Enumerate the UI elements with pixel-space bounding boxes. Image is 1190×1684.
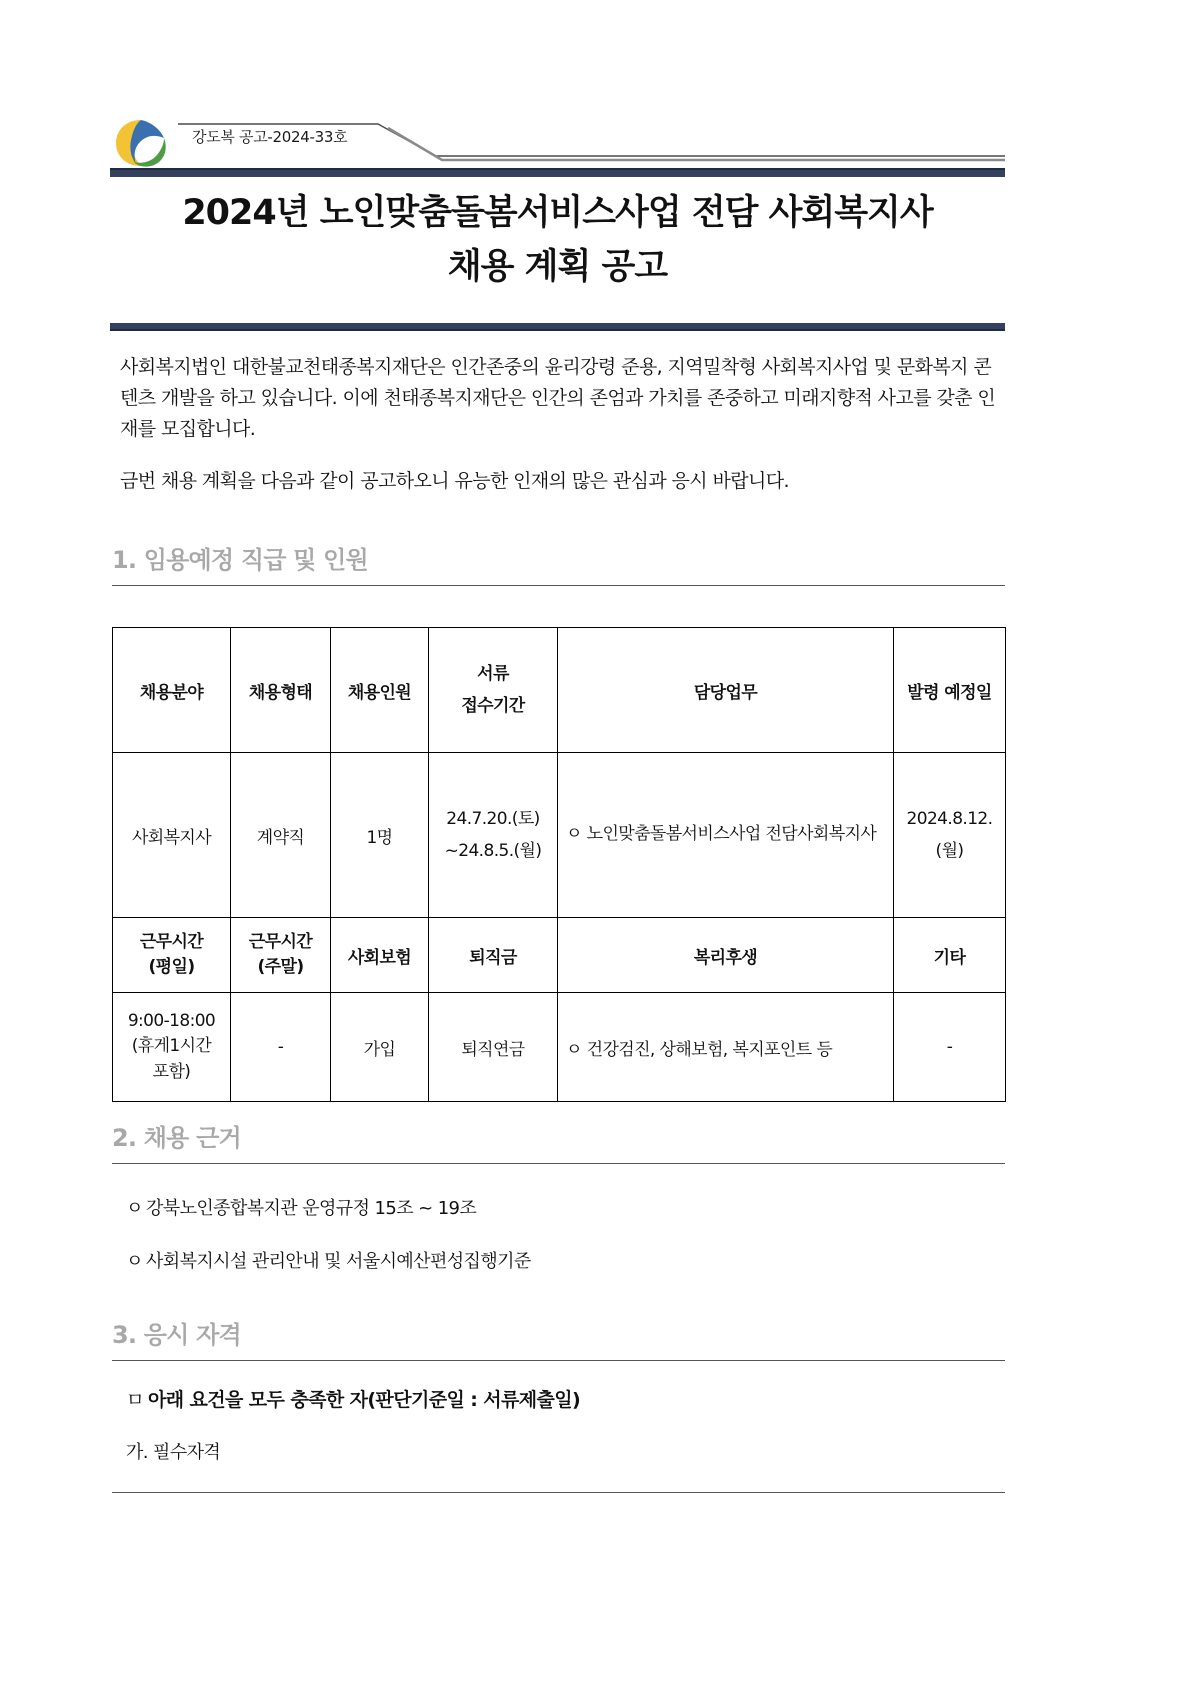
th-period-line2: 접수기간 (461, 696, 525, 716)
td-period-line1: 24.7.20.(토) (446, 808, 540, 829)
requirement-title (126, 1385, 996, 1412)
td-type: 계약직 (231, 753, 331, 918)
section-heading-2 (112, 1118, 1005, 1164)
list-item (126, 1248, 996, 1275)
section-divider (112, 585, 1005, 586)
recruitment-table-wrapper (112, 627, 1005, 1102)
th-period-line1: 서류 (477, 663, 509, 684)
organization-logo-icon (110, 118, 172, 168)
td-work-weekend: - (231, 993, 331, 1102)
th-insurance: 사회보험 (331, 918, 429, 993)
title-line-2: 채용 계획 공고 (447, 247, 668, 288)
intro-paragraph-1: 사회복지법인 대한불교천태종복지재단은 인간존중의 윤리강령 준용, 지역밀착형 사회복지사업 및 문화복지 콘텐츠 개발을 하고 있습니다. 이에 천태종복지재단은 인간의 존엄과 가치를 존중하고 미래지향적 사고를 갖춘 인재를 모집합니다. (120, 356, 996, 440)
td-work-weekday-line2: (휴게1시간 (131, 1036, 212, 1057)
td-work-weekday-line3: 포함) (152, 1061, 191, 1082)
page-bottom-divider (112, 1492, 1005, 1493)
td-etc: - (894, 993, 1006, 1102)
section-heading-1 (112, 540, 1005, 586)
td-work-weekday (113, 993, 231, 1102)
td-field: 사회복지사 (113, 753, 231, 918)
title-band (110, 323, 1005, 331)
td-date (894, 753, 1006, 918)
td-severance: 퇴직연금 (429, 993, 558, 1102)
th-field: 채용분야 (113, 628, 231, 753)
td-period (429, 753, 558, 918)
section-heading-1-text: 1. 임용예정 직급 및 인원 (112, 546, 368, 574)
th-work-weekday-line1: 근무시간 (139, 931, 204, 952)
section-2-list (126, 1195, 996, 1301)
requirement-sub-item: 가. 필수자격 (126, 1442, 221, 1463)
table-row (113, 993, 1006, 1102)
bullet-marker: ㅇ (126, 1251, 143, 1272)
th-work-weekday-line2: (평일) (148, 957, 195, 977)
th-work-weekend-line1: 근무시간 (248, 931, 313, 952)
td-welfare: ㅇ 건강검진, 상해보험, 복지포인트 등 (558, 993, 894, 1102)
title-line-1: 2024년 노인맞춤돌봄서비스사업 전담 사회복지사 (182, 193, 933, 233)
list-item-text: 사회복지시설 관리안내 및 서울시예산편성집행기준 (146, 1251, 531, 1272)
td-work-weekday-line1: 9:00-18:00 (127, 1010, 216, 1031)
th-count: 채용인원 (331, 628, 429, 753)
bullet-marker: ㅇ (126, 1198, 143, 1219)
list-item (126, 1195, 996, 1222)
td-date-line2: (월) (935, 841, 964, 861)
section-divider (112, 1163, 1005, 1164)
section-heading-3-text: 3. 응시 자격 (112, 1321, 241, 1349)
page-title (110, 186, 1005, 295)
section-divider (112, 1360, 1005, 1361)
th-work-weekday (113, 918, 231, 993)
section-heading-2-text: 2. 채용 근거 (112, 1124, 241, 1152)
requirement-title-text: 아래 요건을 모두 충족한 자(판단기준일 : 서류제출일) (148, 1389, 581, 1411)
th-type: 채용형태 (231, 628, 331, 753)
list-item-text: 강북노인종합복지관 운영규정 15조 ~ 19조 (146, 1198, 477, 1219)
section-3-body (126, 1385, 996, 1464)
td-period-line2: ~24.8.5.(월) (444, 841, 542, 861)
th-period (429, 628, 558, 753)
table-row (113, 753, 1006, 918)
th-work-weekend (231, 918, 331, 993)
recruitment-table (112, 627, 1006, 1102)
td-insurance: 가입 (331, 993, 429, 1102)
intro-block (120, 352, 1000, 519)
th-welfare: 복리후생 (558, 918, 894, 993)
th-duty: 담당업무 (558, 628, 894, 753)
table-header-row-2 (113, 918, 1006, 993)
th-work-weekend-line2: (주말) (257, 957, 304, 977)
header-band (110, 168, 1005, 177)
intro-paragraph-2: 금번 채용 계획을 다음과 같이 공고하오니 유능한 인재의 많은 관심과 응시 바랍니다. (120, 470, 789, 493)
td-count: 1명 (331, 753, 429, 918)
th-date: 발령 예정일 (894, 628, 1006, 753)
section-heading-3 (112, 1315, 1005, 1361)
td-duty: ㅇ 노인맞춤돌봄서비스사업 전담사회복지사 (558, 753, 894, 918)
square-bullet-marker: ㅁ (126, 1389, 144, 1411)
th-severance: 퇴직금 (429, 918, 558, 993)
document-code: 강도복 공고-2024-33호 (192, 128, 348, 146)
th-etc: 기타 (894, 918, 1006, 993)
document-header (110, 110, 1005, 172)
table-header-row-1 (113, 628, 1006, 753)
td-date-line1: 2024.8.12. (906, 808, 993, 829)
